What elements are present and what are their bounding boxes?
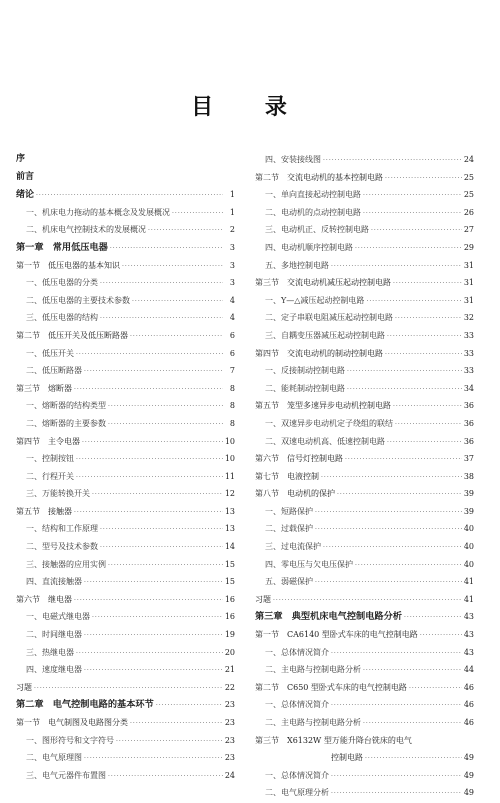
- toc-entry[interactable]: [16, 732, 235, 750]
- toc-entry-title: 三、电气元器件布置图: [26, 770, 106, 780]
- toc-entry-page-number: 19: [224, 630, 235, 640]
- toc-entry[interactable]: [255, 450, 474, 468]
- toc-entry-title: 二、电动机的点动控制电路: [265, 207, 361, 217]
- toc-entry[interactable]: [255, 696, 474, 714]
- toc-leader-dots: [337, 486, 462, 504]
- toc-entry-title: 四、安装接线图: [265, 155, 321, 164]
- toc-entry[interactable]: [16, 556, 235, 574]
- toc-entry-page-number: 44: [463, 665, 474, 675]
- toc-leader-dots: [100, 521, 223, 539]
- toc-leader-dots: [130, 328, 223, 346]
- toc-entry-title: 习题: [255, 594, 271, 604]
- toc-left-column: [16, 151, 235, 784]
- toc-leader-dots: [156, 697, 223, 715]
- toc-leader-dots: [76, 645, 223, 663]
- toc-entry-title: 第三节 X6132W 型万能升降台铣床的电气: [255, 735, 412, 745]
- toc-entry[interactable]: [16, 169, 235, 187]
- toc-entry-title: 第五节 接触器: [16, 506, 72, 516]
- toc-leader-dots: [331, 697, 462, 715]
- toc-entry[interactable]: [255, 345, 474, 363]
- toc-entry[interactable]: [255, 520, 474, 538]
- toc-entry[interactable]: [255, 362, 474, 380]
- toc-entry[interactable]: [16, 309, 235, 327]
- toc-entry-page-number: 6: [229, 330, 235, 340]
- toc-entry[interactable]: [16, 397, 235, 415]
- toc-leader-dots: [76, 451, 223, 469]
- toc-entry-page-number: 4: [229, 295, 235, 305]
- toc-entry-title: 二、机床电气控制技术的发展概况: [26, 225, 146, 235]
- toc-entry[interactable]: [255, 151, 474, 169]
- toc-entry[interactable]: [255, 644, 474, 662]
- toc-entry-title: 一、低压电器的分类: [26, 278, 98, 288]
- toc-entry[interactable]: [255, 415, 474, 433]
- toc-entry[interactable]: [255, 397, 474, 415]
- toc-entry-page-number: 16: [224, 594, 235, 604]
- toc-entry-page-number: 40: [463, 524, 474, 534]
- toc-leader-dots: [92, 609, 223, 627]
- toc-leader-dots: [363, 205, 462, 223]
- toc-entry-title: 第五节 笼型多速异步电动机控制电路: [255, 401, 391, 411]
- toc-entry-page-number: 33: [463, 330, 474, 340]
- toc-entry-page-number: 2: [229, 225, 235, 235]
- toc-entry[interactable]: [255, 221, 474, 239]
- toc-leader-dots: [347, 381, 462, 399]
- toc-leader-dots: [172, 205, 223, 223]
- toc-entry-page-number: 33: [463, 348, 474, 358]
- toc-leader-dots: [108, 416, 223, 434]
- toc-entry-title: 五、弱磁保护: [265, 577, 313, 587]
- toc-entry-title: 第二节 低压开关及低压断路器: [16, 330, 128, 340]
- toc-entry-page-number: 4: [229, 313, 235, 323]
- toc-entry-title: 四、零电压与欠电压保护: [265, 559, 353, 569]
- toc-entry-title: 五、多地控制电路: [265, 260, 329, 270]
- toc-leader-dots: [100, 310, 223, 328]
- toc-entry[interactable]: [255, 732, 474, 750]
- toc-entry-page-number: 27: [463, 225, 474, 235]
- toc-entry[interactable]: [255, 556, 474, 574]
- toc-entry[interactable]: [255, 204, 474, 222]
- toc-entry-page-number: 7: [229, 366, 235, 376]
- toc-leader-dots: [315, 504, 462, 522]
- toc-leader-dots: [36, 187, 223, 205]
- toc-leader-dots: [132, 293, 223, 311]
- toc-leader-dots: [387, 434, 462, 452]
- toc-entry-title: 前言: [16, 171, 35, 182]
- toc-entry-page-number: 33: [463, 366, 474, 376]
- toc-entry[interactable]: [255, 433, 474, 451]
- toc-leader-dots: [76, 469, 223, 487]
- toc-entry-title: 二、熔断器的主要参数: [26, 418, 106, 428]
- toc-entry-page-number: 49: [463, 753, 474, 763]
- toc-entry-page-number: 25: [463, 172, 474, 182]
- toc-entry-title: 第三节 交流电动机减压起动控制电路: [255, 278, 391, 288]
- toc-entry-title: 二、低压断路器: [26, 366, 82, 376]
- toc-leader-dots: [404, 609, 462, 627]
- toc-entry-title: 序: [16, 154, 26, 164]
- toc-leader-dots: [420, 627, 462, 645]
- toc-leader-dots: [395, 310, 462, 328]
- toc-entry-title: 第六节 信号灯控制电路: [255, 454, 343, 464]
- toc-leader-dots: [84, 627, 223, 645]
- toc-entry-title: 第三章 典型机床电气控制电路分析: [255, 611, 402, 623]
- toc-leader-dots: [409, 680, 462, 698]
- toc-entry-page-number: 20: [224, 647, 235, 657]
- toc-entry[interactable]: [255, 626, 474, 644]
- toc-entry-page-number: 16: [224, 612, 235, 622]
- toc-entry-title: 二、双速电动机高、低速控制电路: [265, 436, 385, 446]
- toc-entry-title: 二、时间继电器: [26, 630, 82, 640]
- toc-leader-dots: [331, 768, 462, 786]
- toc-entry-page-number: 10: [224, 454, 235, 464]
- toc-entry-page-number: 8: [229, 401, 235, 411]
- toc-entry-page-number: 8: [229, 418, 235, 428]
- toc-leader-dots: [148, 222, 223, 240]
- toc-entry[interactable]: [16, 749, 235, 767]
- toc-leader-dots: [387, 328, 462, 346]
- toc-entry-page-number: 23: [224, 735, 235, 745]
- toc-entry-title: 第一节 电气制图及电路图分类: [16, 718, 128, 727]
- toc-entry[interactable]: [255, 784, 474, 802]
- toc-entry-title: 第四节 交流电动机的制动控制电路: [255, 348, 383, 358]
- toc-leader-dots: [92, 486, 223, 504]
- toc-leader-dots: [347, 363, 462, 381]
- toc-entry-title: 四、直流接触器: [26, 577, 82, 587]
- toc-entry-title: 一、熔断器的结构类型: [26, 401, 106, 411]
- toc-entry-page-number: 12: [224, 489, 235, 499]
- toc-entry[interactable]: [16, 696, 235, 714]
- toc-entry-page-number: 23: [224, 700, 235, 710]
- toc-entry-title: 一、短路保护: [265, 506, 313, 516]
- toc-entry-page-number: 1: [229, 207, 235, 217]
- toc-entry-title: 第八节 电动机的保护: [255, 489, 335, 499]
- toc-leader-dots: [355, 240, 462, 258]
- toc-entry[interactable]: [255, 485, 474, 503]
- toc-leader-dots: [108, 557, 223, 575]
- toc-entry-title: 一、反接制动控制电路: [265, 366, 345, 376]
- toc-entry-page-number: 37: [463, 454, 474, 464]
- toc-entry-title: 一、低压开关: [26, 348, 74, 358]
- toc-entry-title: 二、低压电器的主要技术参数: [26, 295, 130, 305]
- toc-entry-title: 三、热继电器: [26, 647, 74, 657]
- toc-leader-dots: [110, 240, 223, 258]
- toc-entry-page-number: 43: [463, 647, 474, 657]
- toc-entry-page-number: 15: [224, 577, 235, 587]
- toc-entry-page-number: 31: [463, 295, 474, 305]
- toc-entry[interactable]: [255, 714, 474, 732]
- toc-entry[interactable]: [255, 573, 474, 591]
- toc-entry-title: 四、速度继电器: [26, 665, 82, 675]
- toc-entry-title: 绪论: [16, 190, 35, 201]
- toc-entry-page-number: 3: [229, 278, 235, 288]
- toc-entry-title: 第二节 C650 型卧式车床的电气控制电路: [255, 682, 407, 692]
- toc-entry-title: 二、能耗制动控制电路: [265, 383, 345, 393]
- toc-leader-dots: [385, 346, 462, 364]
- toc-entry-page-number: 1: [229, 190, 235, 200]
- toc-entry-title: 三、电动机正、反转控制电路: [265, 225, 369, 235]
- toc-entry[interactable]: [255, 274, 474, 292]
- toc-entry[interactable]: [255, 292, 474, 310]
- toc-leader-dots: [363, 715, 462, 733]
- toc-leader-dots: [331, 785, 462, 803]
- toc-entry-page-number: 49: [463, 770, 474, 780]
- toc-entry-page-number: 46: [463, 700, 474, 710]
- toc-leader-dots: [74, 504, 223, 522]
- toc-entry-page-number: 8: [229, 383, 235, 393]
- toc-entry-page-number: 36: [463, 418, 474, 428]
- toc-entry-title: 三、过电流保护: [265, 542, 321, 552]
- toc-entry[interactable]: [255, 749, 474, 767]
- toc-leader-dots: [108, 398, 223, 416]
- toc-entry[interactable]: [16, 274, 235, 292]
- toc-entry[interactable]: [255, 380, 474, 398]
- toc-entry-title: 一、图形符号和文字符号: [26, 735, 114, 745]
- toc-entry-title: 第一节 CA6140 型卧式车床的电气控制电路: [255, 630, 418, 640]
- toc-leader-dots: [355, 557, 462, 575]
- toc-entry-title: 二、行程开关: [26, 471, 74, 481]
- toc-entry[interactable]: [16, 608, 235, 626]
- toc-entry-page-number: 31: [463, 278, 474, 288]
- toc-entry[interactable]: [16, 362, 235, 380]
- toc-leader-dots: [74, 381, 223, 399]
- toc-leader-dots: [315, 574, 462, 592]
- toc-entry-page-number: 15: [224, 559, 235, 569]
- toc-entry[interactable]: [16, 485, 235, 503]
- toc-entry-page-number: 3: [229, 242, 235, 252]
- toc-entry-page-number: 22: [224, 682, 235, 692]
- toc-entry-page-number: 46: [463, 682, 474, 692]
- toc-entry-page-number: 24: [463, 155, 474, 164]
- toc-entry-title: 二、电气原理图: [26, 753, 82, 763]
- toc-entry-title: 一、控制按钮: [26, 454, 74, 464]
- toc-entry[interactable]: [16, 573, 235, 591]
- toc-entry-title: 第三节 熔断器: [16, 383, 72, 393]
- toc-entry[interactable]: [255, 468, 474, 486]
- toc-entry[interactable]: [255, 186, 474, 204]
- toc-entry[interactable]: [16, 415, 235, 433]
- toc-entry-title: 一、总体情况简介: [265, 770, 329, 780]
- toc-leader-dots: [385, 170, 462, 188]
- toc-entry[interactable]: [255, 239, 474, 257]
- toc-entry[interactable]: [255, 169, 474, 187]
- toc-leader-dots: [273, 592, 462, 610]
- toc-leader-dots: [363, 187, 462, 205]
- toc-entry-page-number: 41: [463, 577, 474, 587]
- toc-entry-title: 一、Y—△减压起动控制电路: [265, 295, 365, 305]
- toc-entry[interactable]: [16, 433, 235, 451]
- toc-leader-dots: [84, 574, 223, 592]
- toc-entry-title: 一、单向直接起动控制电路: [265, 190, 361, 200]
- toc-entry[interactable]: [16, 538, 235, 556]
- toc-entry-title: 三、接触器的应用实例: [26, 559, 106, 569]
- toc-leader-dots: [323, 152, 462, 170]
- toc-leader-dots: [371, 222, 462, 240]
- toc-entry-title: 第六节 继电器: [16, 594, 72, 604]
- toc-entry-page-number: 43: [463, 630, 474, 640]
- toc-entry-page-number: 36: [463, 436, 474, 446]
- toc-entry-title: 第二节 交流电动机的基本控制电路: [255, 172, 383, 182]
- toc-leader-dots: [108, 768, 223, 786]
- toc-entry[interactable]: [16, 186, 235, 204]
- toc-entry-title: 第四节 主令电器: [16, 436, 80, 446]
- toc-leader-dots: [130, 715, 223, 733]
- toc-leader-dots: [82, 434, 223, 452]
- toc-leader-dots: [393, 275, 462, 293]
- toc-entry-page-number: 29: [463, 242, 474, 252]
- toc-entry[interactable]: [16, 503, 235, 521]
- toc-leader-dots: [34, 680, 223, 698]
- toc-entry-title: 第一章 常用低压电器: [16, 241, 108, 253]
- toc-entry-title: 一、机床电力拖动的基本概念及发展概况: [26, 207, 170, 217]
- toc-leader-dots: [323, 539, 462, 557]
- toc-entry-title: 习题: [16, 682, 32, 692]
- toc-entry-title: 三、万能转换开关: [26, 489, 90, 499]
- toc-leader-dots: [84, 363, 223, 381]
- toc-entry-title: 一、双速异步电动机定子绕组的联结: [265, 418, 393, 428]
- toc-entry[interactable]: [255, 257, 474, 275]
- toc-leader-dots: [315, 521, 462, 539]
- toc-entry[interactable]: [16, 204, 235, 222]
- toc-entry-page-number: 46: [463, 718, 474, 727]
- toc-entry[interactable]: [255, 591, 474, 609]
- toc-entry[interactable]: [16, 767, 235, 785]
- toc-entry[interactable]: [16, 292, 235, 310]
- toc-entry-title: 一、总体情况简介: [265, 700, 329, 710]
- toc-leader-dots: [331, 645, 462, 663]
- toc-entry-page-number: 39: [463, 506, 474, 516]
- toc-leader-dots: [365, 750, 462, 768]
- toc-entry-page-number: 34: [463, 383, 474, 393]
- toc-entry[interactable]: [16, 221, 235, 239]
- toc-entry-page-number: 11: [224, 471, 235, 481]
- toc-entry-title: 第二章 电气控制电路的基本环节: [16, 699, 154, 711]
- toc-entry-page-number: 32: [463, 313, 474, 323]
- toc-leader-dots: [393, 398, 462, 416]
- toc-entry-title: 三、低压电器的结构: [26, 313, 98, 323]
- toc-entry-page-number: 36: [463, 401, 474, 411]
- toc-entry-page-number: 41: [463, 594, 474, 604]
- toc-entry-title: 一、总体情况简介: [265, 647, 329, 657]
- toc-entry-page-number: 40: [463, 542, 474, 552]
- toc-leader-dots: [395, 416, 462, 434]
- toc-entry-page-number: 38: [463, 471, 474, 481]
- page-title: 目 录: [191, 94, 309, 120]
- toc-entry[interactable]: [16, 520, 235, 538]
- toc-leader-dots: [345, 451, 462, 469]
- toc-leader-dots: [76, 346, 223, 364]
- toc-entry-page-number: 49: [463, 788, 474, 798]
- toc-entry-page-number: 40: [463, 559, 474, 569]
- toc-entry[interactable]: [16, 345, 235, 363]
- toc-entry-page-number: 43: [463, 612, 474, 622]
- toc-entry[interactable]: [16, 644, 235, 662]
- toc-entry-title: 二、主电路与控制电路分析: [265, 665, 361, 675]
- toc-entry-page-number: 6: [229, 348, 235, 358]
- toc-entry-page-number: 31: [463, 260, 474, 270]
- toc-entry[interactable]: [255, 767, 474, 785]
- toc-entry[interactable]: [255, 327, 474, 345]
- toc-entry-title: 一、结构和工作原理: [26, 524, 98, 534]
- toc-entry[interactable]: [16, 591, 235, 609]
- toc-entry[interactable]: [16, 327, 235, 345]
- toc-entry[interactable]: [16, 626, 235, 644]
- toc-entry-title: 二、型号及技术参数: [26, 542, 98, 552]
- toc-leader-dots: [100, 275, 223, 293]
- toc-entry[interactable]: [16, 661, 235, 679]
- toc-entry[interactable]: [255, 661, 474, 679]
- toc-leader-dots: [100, 539, 223, 557]
- toc-entry-title: 二、电气原理分析: [265, 788, 329, 798]
- toc-entry[interactable]: [255, 538, 474, 556]
- toc-entry[interactable]: [16, 714, 235, 732]
- toc-entry-title: 第一节 低压电器的基本知识: [16, 260, 120, 270]
- toc-entry-page-number: 39: [463, 489, 474, 499]
- toc-entry[interactable]: [16, 239, 235, 257]
- toc-entry-title: 四、电动机顺序控制电路: [265, 242, 353, 252]
- toc-entry-title: 二、主电路与控制电路分析: [265, 718, 361, 727]
- toc-leader-dots: [74, 592, 223, 610]
- toc-entry-page-number: 3: [229, 260, 235, 270]
- toc-entry[interactable]: [16, 151, 235, 169]
- toc-entry[interactable]: [16, 380, 235, 398]
- toc-entry-page-number: 13: [224, 506, 235, 516]
- toc-entry-page-number: 26: [463, 207, 474, 217]
- toc-leader-dots: [122, 258, 223, 276]
- toc-leader-dots: [84, 662, 223, 680]
- toc-entry[interactable]: [16, 450, 235, 468]
- toc-entry-page-number: 24: [224, 770, 235, 780]
- toc-entry-title: 控制电路: [331, 753, 363, 763]
- toc-entry[interactable]: [255, 309, 474, 327]
- toc-entry-page-number: 10: [224, 436, 235, 446]
- toc-leader-dots: [321, 469, 462, 487]
- toc-entry-title: 一、电磁式继电器: [26, 612, 90, 622]
- toc-right-column: [255, 151, 474, 802]
- toc-leader-dots: [363, 662, 462, 680]
- toc-entry-page-number: 25: [463, 190, 474, 200]
- toc-entry-page-number: 23: [224, 718, 235, 727]
- toc-entry-page-number: 23: [224, 753, 235, 763]
- toc-entry[interactable]: [16, 679, 235, 697]
- toc-entry-page-number: 21: [224, 665, 235, 675]
- toc-entry-page-number: 13: [224, 524, 235, 534]
- toc-entry-page-number: 14: [224, 542, 235, 552]
- toc-leader-dots: [366, 293, 461, 311]
- toc-entry-title: 第七节 电液控制: [255, 471, 319, 481]
- toc-entry[interactable]: [255, 503, 474, 521]
- toc-entry[interactable]: [16, 257, 235, 275]
- toc-entry[interactable]: [16, 468, 235, 486]
- toc-leader-dots: [84, 750, 223, 768]
- toc-entry-title: 三、自耦变压器减压起动控制电路: [265, 330, 385, 340]
- toc-entry-title: 二、过载保护: [265, 524, 313, 534]
- toc-leader-dots: [331, 258, 462, 276]
- toc-entry[interactable]: [255, 608, 474, 626]
- toc-entry-title: 二、定子串联电阻减压起动控制电路: [265, 313, 393, 323]
- toc-entry[interactable]: [255, 679, 474, 697]
